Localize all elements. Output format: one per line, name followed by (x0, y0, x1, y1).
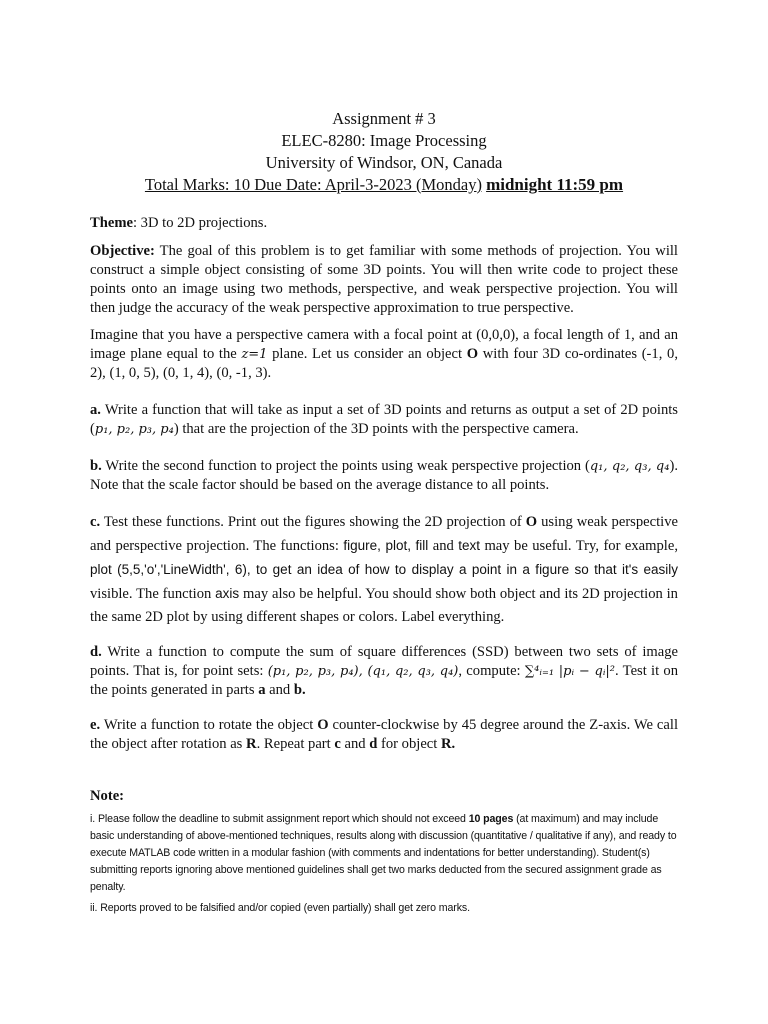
note-heading: Note: (90, 788, 125, 804)
question-d-text-1: Write a function to compute the sum of square differences (SSD) between two sets of image points. That is, for point sets: (90, 644, 678, 679)
question-e-text-5: for object (377, 736, 441, 752)
ssd-formula: ∑⁴ᵢ₌₁ |pᵢ − qᵢ|² (524, 664, 616, 679)
university-name: University of Windsor, ON, Canada (265, 153, 503, 172)
question-a-text-1: Write a function that will take as input a set of 3D points and returns as output a set of 2D points ( (90, 402, 678, 437)
question-d-text-2: , compute: (458, 663, 525, 679)
question-a-label: a. (90, 402, 101, 418)
question-c-text-1: Test these functions. Print out the figures showing the 2D projection of (100, 514, 526, 530)
question-b-label: b. (90, 458, 102, 474)
theme-paragraph (90, 214, 678, 233)
question-c-text-5: visible. The function (90, 586, 216, 602)
function-name-text: text (458, 538, 480, 553)
objective-paragraph (90, 242, 678, 318)
question-b (90, 457, 678, 495)
question-a (90, 401, 678, 439)
note-i-text-2: (at maximum) and may include basic understanding of above-mentioned techniques, results along with discussion (quantitative / qualitative if any), and ready to execute MATLAB code written in a modular fashion (with comments and indentations for better understanding). Student(s) submitting reports ignoring above mentioned guidelines shall get two marks deducted from the secured assignment grade as penalty. (90, 813, 677, 893)
question-d (90, 643, 678, 700)
object-r-2: R. (440, 736, 456, 752)
theme-text: : 3D to 2D projections. (132, 215, 268, 231)
part-b-ref: b. (293, 682, 306, 698)
question-d-text-3: . Test it on the points generated in parts (90, 663, 679, 698)
question-e (90, 716, 678, 754)
plot-code-example: plot (5,5,'o','LineWidth', 6), to get an idea of how to display a point in a figure so that it's easily (90, 562, 678, 577)
question-e-text-3: . Repeat part (256, 736, 335, 752)
question-a-text-2: ) that are the projection of the 3D points with the perspective camera. (173, 421, 579, 437)
note-i-text-1: i. Please follow the deadline to submit assignment report which should not exceed (90, 813, 469, 825)
objective-label: Objective: (90, 243, 155, 259)
question-e-text-1: Write a function to rotate the object (100, 717, 318, 733)
question-c-text-4: may be useful. Try, for example, (480, 538, 678, 554)
question-e-text-4: and (340, 736, 370, 752)
assignment-header (90, 108, 678, 196)
document-page (90, 108, 678, 917)
question-b-text-1: Write the second function to project the points using weak perspective projection ( (101, 458, 590, 474)
part-d-ref: d (369, 736, 378, 752)
setup-text-3: with four 3D co-ordinates (-1, 0, 2), (1, 0, 5), (0, 1, 4), (0, -1, 3). (90, 346, 678, 381)
question-d-text-4: and (265, 682, 294, 698)
assignment-title: Assignment # 3 (332, 109, 436, 128)
question-b-text-2: ). Note that the scale factor should be based on the average distance to all points. (90, 458, 678, 493)
question-e-label: e. (90, 717, 101, 733)
object-r-1: R (246, 736, 257, 752)
question-c-text-2: using weak perspective and perspective projection. The functions: (90, 514, 678, 554)
deadline-time: midnight 11:59 pm (486, 175, 624, 194)
question-b-math: q₁, q₂, q₃, q₄ (589, 459, 670, 474)
note-item-i (90, 811, 678, 896)
question-e-object: O (317, 717, 329, 733)
course-title: ELEC-8280: Image Processing (281, 131, 487, 150)
question-c-object: O (525, 514, 538, 530)
question-a-math: p₁, p₂, p₃, p₄ (94, 422, 174, 437)
setup-text-1: Imagine that you have a perspective camera with a focal point at (0,0,0), a focal length of 1, and an image plane equal to the (90, 327, 678, 362)
function-names-1: figure, plot, fill (343, 538, 429, 553)
note-item-ii: ii. Reports proved to be falsified and/or copied (even partially) shall get zero marks. (90, 902, 470, 914)
objective-text: The goal of this problem is to get familiar with some methods of projection. You will construct a simple object consisting of some 3D points. You will then write code to project these points onto an image using two methods, perspective, and weak perspective projection. You will then judge the accuracy of the weak perspective approximation to true perspective. (90, 243, 678, 316)
part-c-ref: c (334, 736, 341, 752)
function-name-axis: axis (215, 586, 240, 601)
point-sets-math: (p₁, p₂, p₃, p₄), (q₁, q₂, q₃, q₄) (267, 664, 459, 679)
plane-math: z=1 (241, 347, 268, 362)
theme-label: Theme (90, 215, 133, 231)
marks-due-date: Total Marks: 10 Due Date: April-3-2023 (Monday) (144, 175, 482, 194)
question-c-text-6: may also be helpful. You should show both object and its 2D projection in the same 2D plot by using different shapes or colors. Label everything. (90, 586, 678, 625)
question-c-label: c. (90, 514, 101, 530)
setup-text-2: plane. Let us consider an object (267, 346, 467, 362)
object-o: O (466, 346, 479, 362)
question-c (90, 511, 678, 629)
marks-due-line (90, 174, 678, 196)
setup-paragraph (90, 326, 678, 383)
question-e-text-2: counter-clockwise by 45 degree around the Z-axis. We call the object after rotation as (90, 717, 678, 752)
note-i-page-limit: 10 pages (468, 813, 514, 825)
part-a-ref: a (258, 682, 266, 698)
question-d-label: d. (90, 644, 102, 660)
question-c-text-3: and (428, 538, 459, 554)
